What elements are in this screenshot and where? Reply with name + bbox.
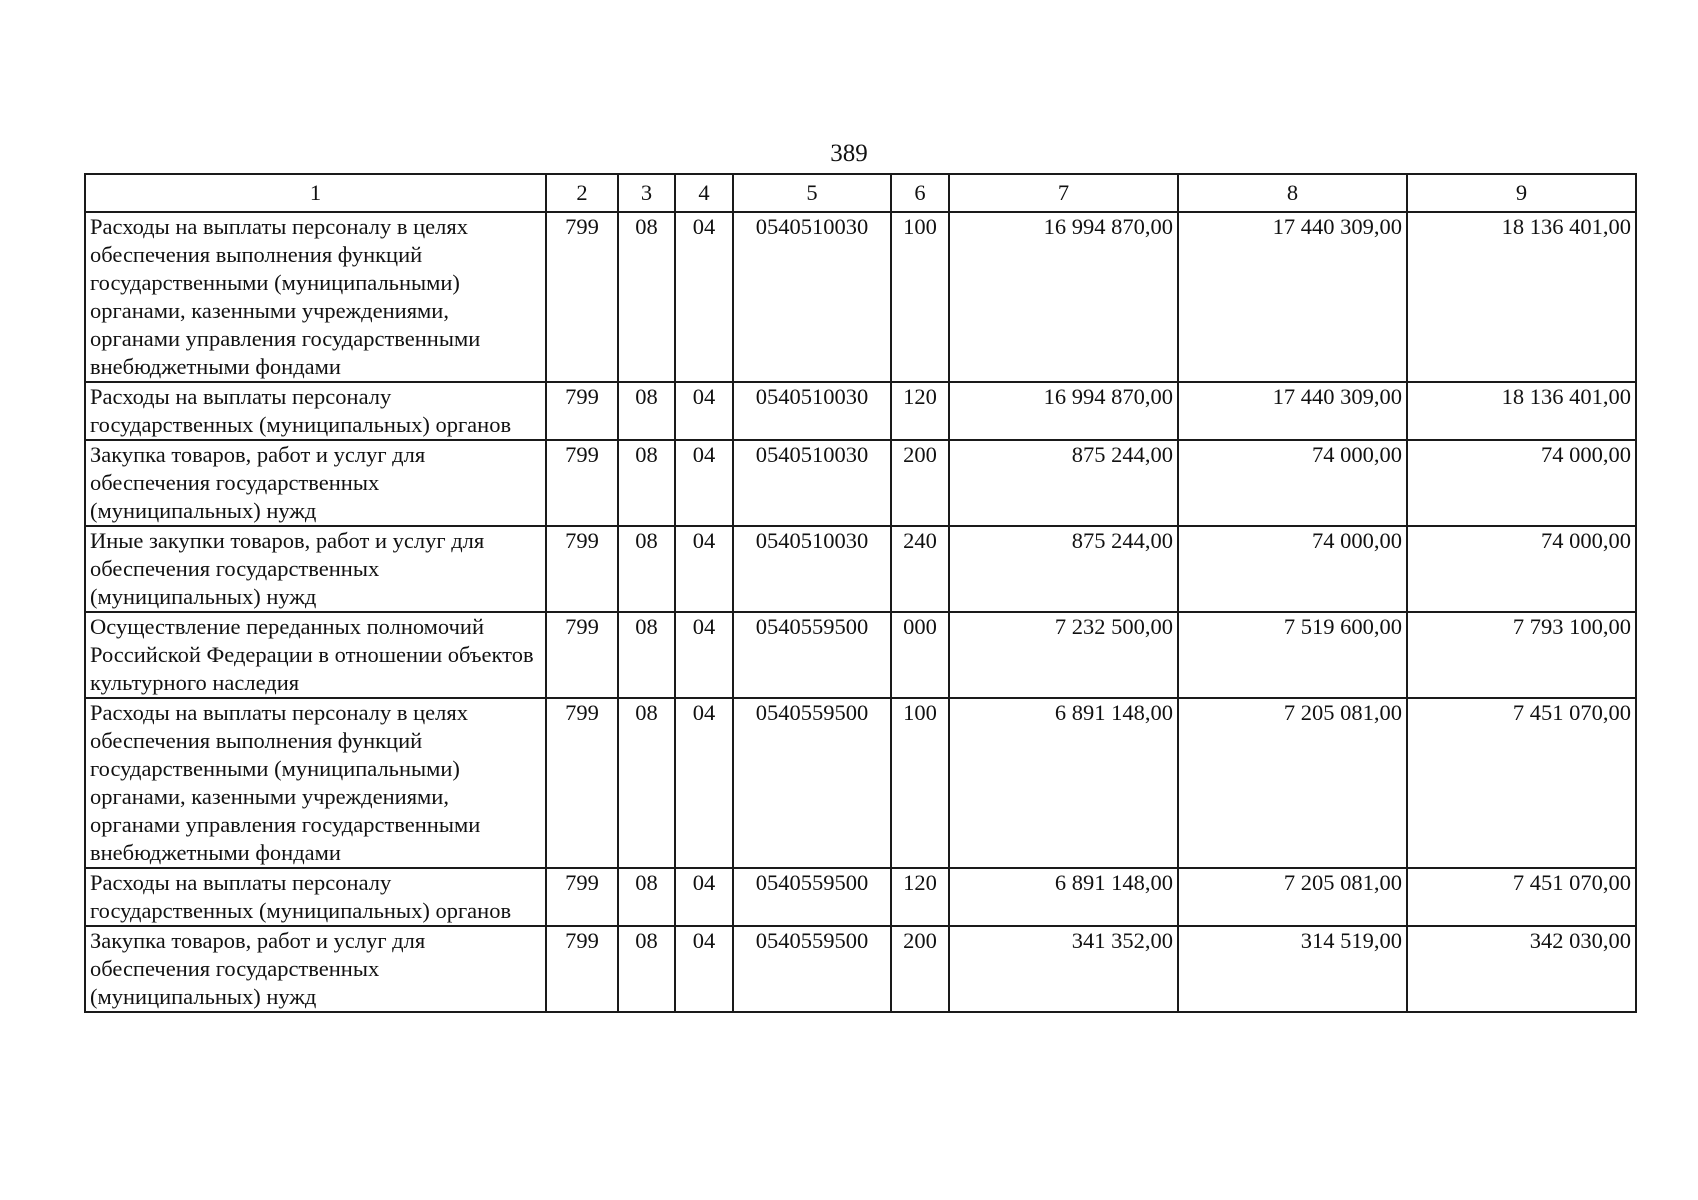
- row-col-2: 799: [546, 382, 618, 440]
- header-cell-7: 7: [949, 174, 1178, 212]
- row-col-3: 08: [618, 868, 675, 926]
- row-col-5: 0540559500: [733, 612, 891, 698]
- row-col-2: 799: [546, 212, 618, 382]
- row-col-6: 120: [891, 868, 949, 926]
- row-description: Иные закупки товаров, работ и услуг для обеспечения государственных (муниципальных) нужд: [85, 526, 546, 612]
- row-col-4: 04: [675, 212, 733, 382]
- row-col-9: 18 136 401,00: [1407, 212, 1636, 382]
- row-col-5: 0540559500: [733, 868, 891, 926]
- row-col-8: 7 519 600,00: [1178, 612, 1407, 698]
- header-cell-8: 8: [1178, 174, 1407, 212]
- row-col-4: 04: [675, 526, 733, 612]
- row-col-7: 6 891 148,00: [949, 868, 1178, 926]
- table-row: [85, 868, 1636, 926]
- row-col-2: 799: [546, 926, 618, 1012]
- row-col-7: 7 232 500,00: [949, 612, 1178, 698]
- row-col-8: 314 519,00: [1178, 926, 1407, 1012]
- table-row: [85, 926, 1636, 1012]
- row-col-5: 0540559500: [733, 926, 891, 1012]
- row-col-7: 16 994 870,00: [949, 382, 1178, 440]
- header-cell-3: 3: [618, 174, 675, 212]
- row-col-4: 04: [675, 698, 733, 868]
- row-col-9: 74 000,00: [1407, 440, 1636, 526]
- row-col-9: 342 030,00: [1407, 926, 1636, 1012]
- row-col-3: 08: [618, 440, 675, 526]
- table-row: [85, 440, 1636, 526]
- row-col-9: 7 451 070,00: [1407, 698, 1636, 868]
- row-col-7: 341 352,00: [949, 926, 1178, 1012]
- row-col-3: 08: [618, 382, 675, 440]
- row-col-2: 799: [546, 868, 618, 926]
- row-col-8: 17 440 309,00: [1178, 212, 1407, 382]
- row-col-2: 799: [546, 526, 618, 612]
- row-col-8: 17 440 309,00: [1178, 382, 1407, 440]
- header-cell-5: 5: [733, 174, 891, 212]
- header-cell-6: 6: [891, 174, 949, 212]
- table-row: [85, 526, 1636, 612]
- row-col-2: 799: [546, 698, 618, 868]
- header-row: [85, 174, 1636, 212]
- row-col-7: 875 244,00: [949, 440, 1178, 526]
- header-cell-2: 2: [546, 174, 618, 212]
- row-col-7: 16 994 870,00: [949, 212, 1178, 382]
- row-col-4: 04: [675, 612, 733, 698]
- row-col-4: 04: [675, 440, 733, 526]
- row-col-8: 74 000,00: [1178, 526, 1407, 612]
- row-col-4: 04: [675, 868, 733, 926]
- row-col-6: 120: [891, 382, 949, 440]
- table-row: [85, 698, 1636, 868]
- row-col-4: 04: [675, 382, 733, 440]
- row-col-6: 200: [891, 440, 949, 526]
- budget-table: [84, 173, 1637, 1013]
- row-description: Закупка товаров, работ и услуг для обеспечения государственных (муниципальных) нужд: [85, 440, 546, 526]
- row-col-5: 0540510030: [733, 440, 891, 526]
- table-row: [85, 382, 1636, 440]
- row-col-9: 18 136 401,00: [1407, 382, 1636, 440]
- row-col-8: 74 000,00: [1178, 440, 1407, 526]
- row-col-7: 875 244,00: [949, 526, 1178, 612]
- row-col-6: 240: [891, 526, 949, 612]
- table-row: [85, 212, 1636, 382]
- row-col-7: 6 891 148,00: [949, 698, 1178, 868]
- header-cell-1: 1: [85, 174, 546, 212]
- row-col-6: 000: [891, 612, 949, 698]
- row-col-5: 0540559500: [733, 698, 891, 868]
- row-col-3: 08: [618, 526, 675, 612]
- row-description: Расходы на выплаты персоналу в целях обеспечения выполнения функций государственными (муниципальными) органами, казенными учреждениями, органами управления государственными внебюджетными фондами: [85, 698, 546, 868]
- header-cell-4: 4: [675, 174, 733, 212]
- row-col-5: 0540510030: [733, 526, 891, 612]
- row-col-3: 08: [618, 612, 675, 698]
- row-description: Расходы на выплаты персоналу государственных (муниципальных) органов: [85, 868, 546, 926]
- row-col-3: 08: [618, 926, 675, 1012]
- row-col-4: 04: [675, 926, 733, 1012]
- row-col-6: 100: [891, 698, 949, 868]
- row-description: Расходы на выплаты персоналу в целях обеспечения выполнения функций государственными (муниципальными) органами, казенными учреждениями, органами управления государственными внебюджетными фондами: [85, 212, 546, 382]
- row-col-2: 799: [546, 612, 618, 698]
- header-cell-9: 9: [1407, 174, 1636, 212]
- row-col-2: 799: [546, 440, 618, 526]
- row-col-5: 0540510030: [733, 212, 891, 382]
- row-description: Расходы на выплаты персоналу государственных (муниципальных) органов: [85, 382, 546, 440]
- row-description: Закупка товаров, работ и услуг для обеспечения государственных (муниципальных) нужд: [85, 926, 546, 1012]
- row-col-8: 7 205 081,00: [1178, 698, 1407, 868]
- row-description: Осуществление переданных полномочий Российской Федерации в отношении объектов культурного наследия: [85, 612, 546, 698]
- row-col-3: 08: [618, 698, 675, 868]
- row-col-5: 0540510030: [733, 382, 891, 440]
- row-col-9: 74 000,00: [1407, 526, 1636, 612]
- row-col-6: 200: [891, 926, 949, 1012]
- row-col-3: 08: [618, 212, 675, 382]
- row-col-9: 7 451 070,00: [1407, 868, 1636, 926]
- row-col-6: 100: [891, 212, 949, 382]
- row-col-8: 7 205 081,00: [1178, 868, 1407, 926]
- table-row: [85, 612, 1636, 698]
- page-number: 389: [830, 140, 868, 167]
- row-col-9: 7 793 100,00: [1407, 612, 1636, 698]
